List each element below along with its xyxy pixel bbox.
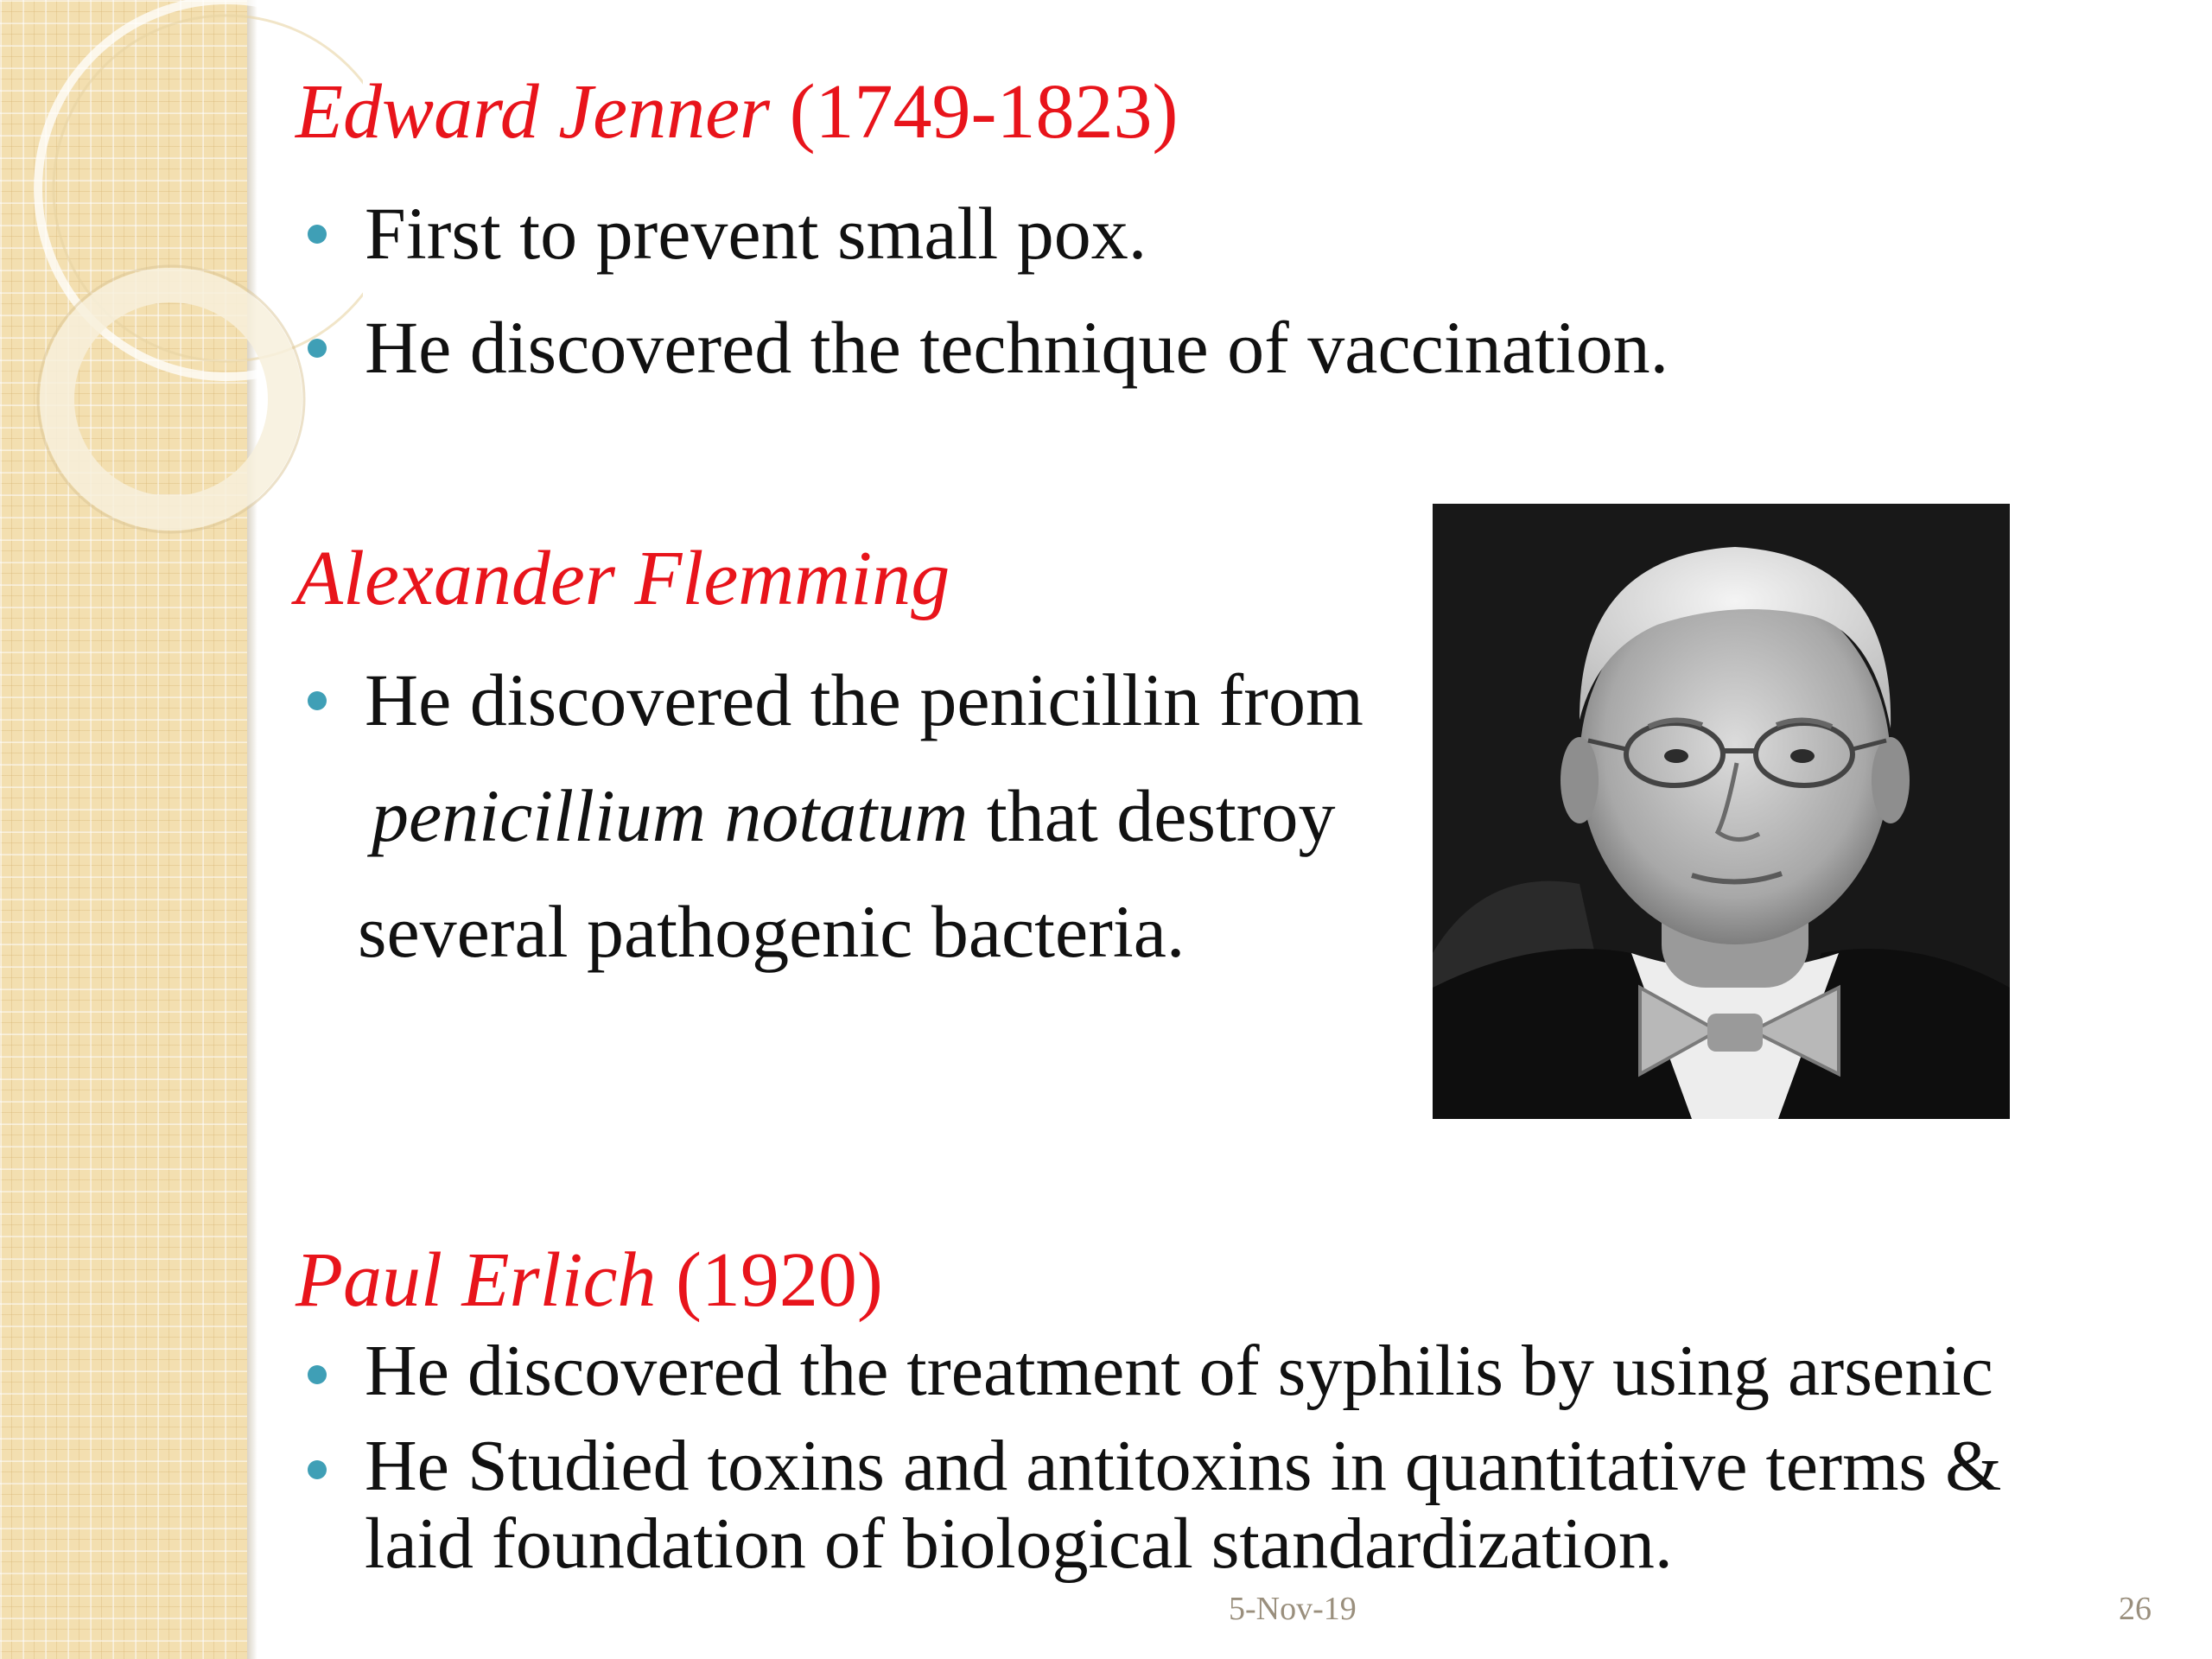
fleming-line-2-rest: that destroy	[968, 774, 1336, 857]
jenner-name: Edward Jenner	[296, 69, 771, 155]
fleming-organism: penicillium notatum	[372, 774, 969, 857]
erlich-dates: (1920)	[656, 1237, 883, 1323]
heading-edward-jenner	[296, 67, 1178, 156]
bullet-dot-icon	[308, 691, 327, 710]
jenner-dates: (1749-1823)	[770, 69, 1179, 155]
fleming-line-2	[372, 772, 1335, 859]
erlich-bullet-2-line-2: laid foundation of biological standardization.	[365, 1503, 1673, 1584]
bullet-dot-icon	[308, 1460, 327, 1479]
heading-paul-erlich	[296, 1236, 883, 1325]
bullet-dot-icon	[308, 339, 327, 358]
fleming-name: Alexander Flemming	[296, 536, 950, 621]
heading-alexander-flemming	[296, 534, 950, 623]
fleming-portrait	[1433, 504, 2010, 1119]
erlich-name: Paul Erlich	[296, 1237, 657, 1323]
bullet-dot-icon	[308, 1365, 327, 1384]
jenner-bullet-2: He discovered the technique of vaccination.	[365, 306, 1669, 389]
bullet-dot-icon	[308, 225, 327, 244]
page-number: 26	[2119, 1591, 2152, 1627]
footer-date: 5-Nov-19	[1229, 1591, 1357, 1627]
jenner-bullet-1: First to prevent small pox.	[365, 192, 1147, 275]
fleming-line-3: several pathogenic bacteria.	[358, 890, 1185, 973]
fleming-bullet-line-1: He discovered the penicillin from	[365, 658, 1363, 741]
erlich-bullet-2-line-1: He Studied toxins and antitoxins in quantitative terms &	[365, 1426, 2002, 1506]
erlich-bullet-1: He discovered the treatment of syphilis by using arsenic	[365, 1331, 1993, 1411]
